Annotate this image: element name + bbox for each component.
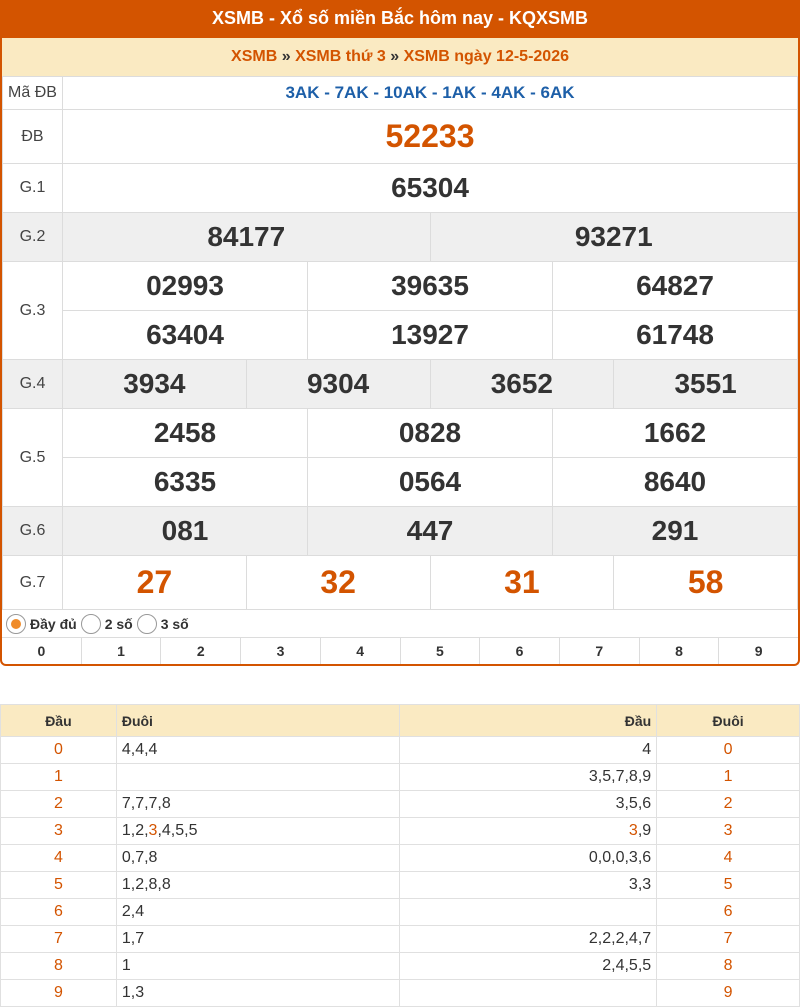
- prize-g3: 61748: [553, 311, 798, 360]
- head-values: 4: [399, 737, 657, 764]
- breadcrumb-separator: »: [390, 48, 400, 65]
- prize-g2: 93271: [430, 213, 798, 262]
- breadcrumb-separator: »: [281, 48, 291, 65]
- table-row: [1, 737, 800, 764]
- display-options: [2, 610, 798, 638]
- head-digit: 5: [1, 872, 117, 899]
- breadcrumb: [2, 38, 798, 76]
- madb-value: 3AK - 7AK - 10AK - 1AK - 4AK - 6AK: [63, 77, 798, 110]
- tail-digit: 0: [657, 737, 800, 764]
- head-highlight: 3: [628, 822, 638, 839]
- tail-values: 4,4,4: [116, 737, 399, 764]
- digit-button[interactable]: 0: [2, 638, 82, 665]
- table-row: [1, 953, 800, 980]
- head-digit: 9: [1, 980, 117, 1007]
- table-row: [1, 926, 800, 953]
- prize-g4: 3551: [614, 360, 798, 409]
- prize-g6: 291: [553, 507, 798, 556]
- g7-label: G.7: [3, 556, 63, 610]
- head-digit: 7: [1, 926, 117, 953]
- head-values: 0,0,0,3,6: [399, 845, 657, 872]
- g3-label: G.3: [3, 262, 63, 360]
- head-digit: 6: [1, 899, 117, 926]
- prize-g3: 64827: [553, 262, 798, 311]
- prize-g4: 3652: [430, 360, 614, 409]
- tail-values: [116, 818, 399, 845]
- digit-filter-bar: [2, 638, 798, 665]
- db-label: ĐB: [3, 110, 63, 164]
- tail-highlight: 3: [148, 822, 158, 839]
- digit-button[interactable]: 9: [754, 643, 763, 659]
- prize-g5: 1662: [553, 409, 798, 458]
- g4-label: G.4: [3, 360, 63, 409]
- head-digit: 0: [1, 737, 117, 764]
- prize-g4: 3934: [63, 360, 247, 409]
- head-digit: 8: [1, 953, 117, 980]
- head-values: 2,4,5,5: [399, 953, 657, 980]
- table-row: [1, 980, 800, 1007]
- radio-selected-icon[interactable]: [6, 614, 26, 634]
- breadcrumb-link-weekday[interactable]: XSMB thứ 3: [295, 48, 386, 65]
- head-values: 3,3: [399, 872, 657, 899]
- special-prize: 52233: [63, 110, 798, 164]
- digit-button[interactable]: 6: [480, 638, 560, 665]
- prize-g5: 6335: [63, 458, 308, 507]
- tail-values: 2,4: [116, 899, 399, 926]
- tail-digit: 4: [657, 845, 800, 872]
- head-values: [399, 980, 657, 1007]
- results-table: [2, 76, 798, 610]
- digit-button[interactable]: 8: [640, 638, 720, 665]
- prize-g7: 31: [430, 556, 614, 610]
- col-header-duoi: Đuôi: [116, 705, 399, 737]
- tail-values: 1: [116, 953, 399, 980]
- table-row: [1, 764, 800, 791]
- prize-g6: 081: [63, 507, 308, 556]
- tail-values: 0,7,8: [116, 845, 399, 872]
- tail-digit: 8: [657, 953, 800, 980]
- radio-icon[interactable]: [81, 614, 101, 634]
- digit-button[interactable]: 1: [82, 638, 162, 665]
- prize-g3: 39635: [308, 262, 553, 311]
- digit-button[interactable]: 4: [321, 638, 401, 665]
- table-row: [1, 818, 800, 845]
- tail-part: ,4,5,5: [157, 822, 198, 839]
- col-header-dau: Đầu: [1, 705, 117, 737]
- digit-button[interactable]: 5: [401, 638, 481, 665]
- prize-g5: 2458: [63, 409, 308, 458]
- option-3-digits[interactable]: [137, 614, 189, 634]
- head-values: 3,5,6: [399, 791, 657, 818]
- breadcrumb-link-date[interactable]: XSMB ngày 12-5-2026: [403, 48, 569, 65]
- prize-g4: 9304: [246, 360, 430, 409]
- tail-digit: 1: [657, 764, 800, 791]
- prize-g2: 84177: [63, 213, 431, 262]
- digit-button[interactable]: 3: [241, 638, 321, 665]
- breadcrumb-link-xsmb[interactable]: XSMB: [231, 48, 278, 65]
- tail-digit: 3: [657, 818, 800, 845]
- head-digit: 4: [1, 845, 117, 872]
- col-header-duoi: Đuôi: [657, 705, 800, 737]
- prize-g1: 65304: [63, 164, 798, 213]
- tail-digit: 2: [657, 791, 800, 818]
- head-values: [399, 818, 657, 845]
- tail-digit: 9: [657, 980, 800, 1007]
- tail-part: 1,2,: [121, 822, 149, 839]
- prize-g7: 27: [63, 556, 247, 610]
- tail-values: 1,3: [116, 980, 399, 1007]
- head-values: [399, 899, 657, 926]
- tail-digit: 6: [657, 899, 800, 926]
- g6-label: G.6: [3, 507, 63, 556]
- table-row: [1, 899, 800, 926]
- head-digit: 2: [1, 791, 117, 818]
- prize-g6: 447: [308, 507, 553, 556]
- tail-values: 7,7,7,8: [116, 791, 399, 818]
- option-2-label: 2 số: [104, 615, 133, 632]
- option-full-label: Đầy đủ: [30, 615, 77, 632]
- tail-values: 1,2,8,8: [116, 872, 399, 899]
- madb-label: Mã ĐB: [3, 77, 63, 110]
- prize-g7: 58: [614, 556, 798, 610]
- tail-digit: 5: [657, 872, 800, 899]
- dau-duoi-table: [0, 704, 800, 1007]
- option-3-label: 3 số: [160, 615, 189, 632]
- head-values: 3,5,7,8,9: [399, 764, 657, 791]
- prize-g3: 63404: [63, 311, 308, 360]
- radio-icon[interactable]: [137, 614, 157, 634]
- g2-label: G.2: [3, 213, 63, 262]
- prize-g3: 13927: [308, 311, 553, 360]
- table-row: [1, 872, 800, 899]
- prize-g3: 02993: [63, 262, 308, 311]
- g1-label: G.1: [3, 164, 63, 213]
- prize-g5: 0828: [308, 409, 553, 458]
- table-row: [1, 791, 800, 818]
- table-row: [1, 845, 800, 872]
- digit-button[interactable]: 2: [161, 638, 241, 665]
- head-values: 2,2,2,4,7: [399, 926, 657, 953]
- tail-values: 1,7: [116, 926, 399, 953]
- tail-values: [116, 764, 399, 791]
- prize-g5: 8640: [553, 458, 798, 507]
- option-2-digits[interactable]: [81, 614, 133, 634]
- col-header-dau: Đầu: [399, 705, 657, 737]
- g5-label: G.5: [3, 409, 63, 507]
- tail-digit: 7: [657, 926, 800, 953]
- option-full[interactable]: [6, 614, 77, 634]
- digit-button[interactable]: 7: [560, 638, 640, 665]
- head-digit: 3: [1, 818, 117, 845]
- page-title: XSMB - Xổ số miền Bắc hôm nay - KQXSMB: [0, 0, 800, 38]
- head-part: ,9: [637, 822, 652, 839]
- prize-g7: 32: [246, 556, 430, 610]
- head-digit: 1: [1, 764, 117, 791]
- prize-g5: 0564: [308, 458, 553, 507]
